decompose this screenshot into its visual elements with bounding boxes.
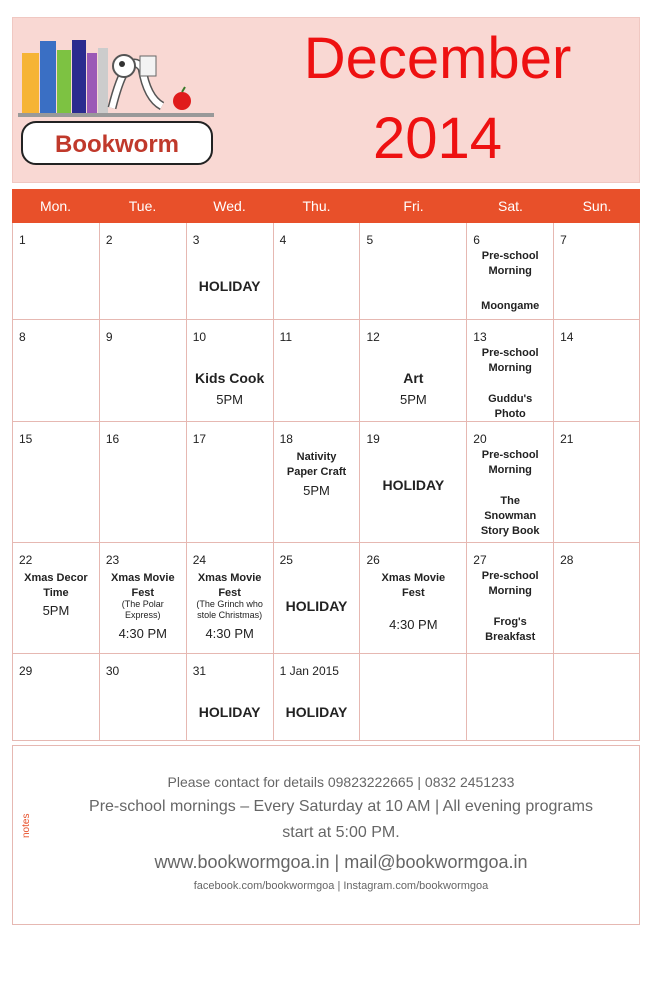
- day-number: 21: [560, 432, 574, 446]
- day-cell: [360, 422, 467, 543]
- day-cell: [467, 543, 554, 654]
- event-time: 4:30 PM: [205, 626, 254, 641]
- day-cell: [274, 320, 361, 422]
- day-number: 19: [366, 432, 380, 446]
- event-time: 5PM: [399, 392, 427, 407]
- day-cell: [360, 543, 467, 654]
- day-cell: [100, 320, 187, 422]
- day-number: 5: [366, 233, 374, 247]
- day-number: 25: [279, 553, 293, 567]
- event-time: 5PM: [303, 483, 330, 498]
- day-cell: [360, 320, 467, 422]
- weekday-label: Wed.: [213, 198, 246, 214]
- month-label: December: [303, 26, 572, 91]
- week-row: [12, 543, 640, 654]
- week-row: [12, 320, 640, 422]
- holiday-label: HOLIDAY: [198, 704, 261, 720]
- day-number: 31: [192, 664, 207, 678]
- day-cell: [187, 422, 274, 543]
- event-time: 5PM: [216, 392, 244, 407]
- day-cell: [554, 320, 640, 422]
- day-cell: [13, 320, 100, 422]
- weekday-label: Sun.: [582, 198, 612, 214]
- preschool-label: Pre-school Morning: [481, 250, 539, 277]
- social-links-line: facebook.com/bookwormgoa | Instagram.com/bookwormgoa: [193, 880, 489, 892]
- day-number: 26: [366, 553, 380, 567]
- day-cell: [274, 422, 361, 543]
- day-cell: [467, 422, 554, 543]
- event-time: 5PM: [42, 603, 70, 618]
- day-number: 18: [279, 432, 293, 446]
- day-cell: [100, 543, 187, 654]
- day-cell: [100, 654, 187, 741]
- day-number: 22: [19, 553, 33, 567]
- day-number: 30: [105, 664, 120, 678]
- day-cell: [467, 223, 554, 320]
- weekday-label: Fri.: [403, 198, 424, 214]
- day-number: 1: [19, 233, 26, 247]
- preschool-label: Pre-school Morning: [481, 347, 539, 374]
- day-number: 4: [279, 233, 287, 247]
- day-cell: [360, 223, 467, 320]
- holiday-label: HOLIDAY: [382, 477, 445, 493]
- day-number: 6: [473, 233, 480, 247]
- day-cell: [467, 654, 554, 741]
- day-number: 9: [105, 330, 113, 344]
- contact-line: Please contact for details 09823222665 | 0832 2451233: [167, 774, 515, 790]
- event-time: 4:30 PM: [118, 626, 167, 641]
- weekday-label: Tue.: [128, 198, 157, 214]
- holiday-label: HOLIDAY: [285, 598, 348, 614]
- holiday-label: HOLIDAY: [285, 704, 348, 720]
- day-number: 15: [19, 432, 33, 446]
- day-number: 10: [192, 330, 207, 344]
- day-number: 2: [105, 233, 113, 247]
- event-title: Art: [403, 370, 424, 386]
- event-title: Xmas Decor Time: [24, 572, 88, 599]
- event-title: Moongame: [481, 300, 540, 312]
- day-number: 17: [192, 432, 207, 446]
- schedule-line: Pre-school mornings – Every Saturday at 10 AM | All evening programs: [89, 798, 593, 815]
- day-cell: [554, 422, 640, 543]
- weekday-header: [12, 189, 640, 223]
- event-time: 4:30 PM: [389, 617, 438, 632]
- day-cell: [100, 223, 187, 320]
- day-cell: [187, 543, 274, 654]
- day-number: 16: [105, 432, 120, 446]
- notes-panel: [12, 745, 640, 925]
- week-row: [12, 422, 640, 543]
- week-row: [12, 223, 640, 320]
- day-cell: [554, 543, 640, 654]
- website-email-line: www.bookwormgoa.in | mail@bookwormgoa.in: [154, 852, 528, 872]
- svg-text:Bookworm: Bookworm: [54, 131, 180, 158]
- day-number: 13: [473, 330, 487, 344]
- day-number: 29: [19, 664, 33, 678]
- day-number: 28: [560, 553, 574, 567]
- day-number: 11: [279, 330, 293, 344]
- event-title: Xmas Movie Fest: [381, 572, 446, 599]
- day-cell: [274, 543, 361, 654]
- day-cell: [13, 422, 100, 543]
- notes-label: notes: [21, 813, 32, 838]
- day-number: 27: [473, 553, 487, 567]
- event-subtitle: (The Polar Express): [121, 599, 164, 620]
- day-cell: [274, 654, 361, 741]
- day-cell: [13, 223, 100, 320]
- day-number: 23: [105, 553, 120, 567]
- day-cell: [554, 654, 640, 741]
- event-title: Xmas Movie Fest: [197, 572, 262, 599]
- day-cell: [13, 654, 100, 741]
- event-title: Nativity Paper Craft: [286, 451, 347, 478]
- event-title: Guddu's Photo: [488, 393, 533, 420]
- day-cell: [187, 654, 274, 741]
- weekday-label: Mon.: [39, 198, 72, 214]
- day-cell: [274, 223, 361, 320]
- day-cell: [360, 654, 467, 741]
- calendar-title: [240, 18, 635, 178]
- preschool-label: Pre-school Morning: [481, 449, 539, 476]
- day-number: 1 Jan 2015: [279, 664, 339, 678]
- day-number: 7: [560, 233, 567, 247]
- day-cell: [187, 320, 274, 422]
- weekday-label: Thu.: [302, 198, 331, 214]
- bookworm-logo: [12, 18, 220, 168]
- schedule-line-2: start at 5:00 PM.: [282, 824, 400, 841]
- calendar-grid: [12, 189, 640, 741]
- week-row: [12, 654, 640, 741]
- preschool-label: Pre-school Morning: [481, 570, 539, 597]
- day-number: 3: [192, 233, 200, 247]
- day-cell: [187, 223, 274, 320]
- event-subtitle: (The Grinch who stole Christmas): [196, 599, 263, 620]
- day-cell: [100, 422, 187, 543]
- holiday-label: HOLIDAY: [198, 278, 261, 294]
- event-title: Xmas Movie Fest: [110, 572, 175, 599]
- day-number: 8: [19, 330, 26, 344]
- event-title: Kids Cook: [195, 370, 265, 386]
- event-title: The Snowman Story Book: [480, 495, 540, 537]
- day-cell: [13, 543, 100, 654]
- day-number: 14: [560, 330, 574, 344]
- day-number: 24: [192, 553, 207, 567]
- year-label: 2014: [372, 106, 503, 171]
- day-number: 12: [366, 330, 380, 344]
- weekday-label: Sat.: [498, 198, 523, 214]
- day-cell: [554, 223, 640, 320]
- event-title: Frog's Breakfast: [485, 616, 536, 643]
- day-cell: [467, 320, 554, 422]
- day-number: 20: [473, 432, 487, 446]
